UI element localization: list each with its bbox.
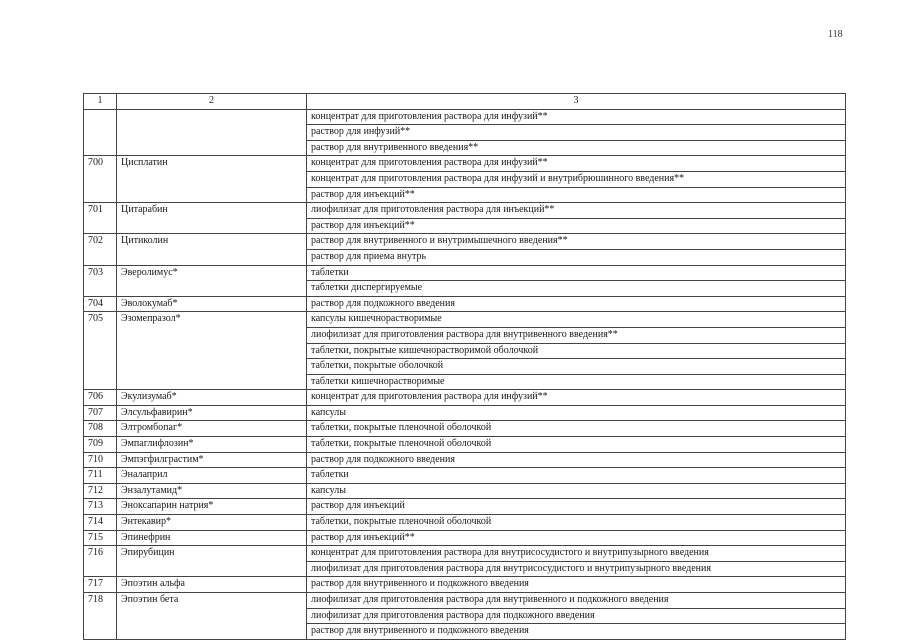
- dosage-form-cell: таблетки, покрытые пленочной оболочкой: [307, 437, 846, 453]
- dosage-form-cell: капсулы кишечнорастворимые: [307, 312, 846, 328]
- table-row: [84, 187, 846, 203]
- drug-name-cell: Энзалутамид*: [117, 483, 307, 499]
- drug-name-cell: Цитарабин: [117, 203, 307, 219]
- dosage-form-cell: таблетки, покрытые кишечнорастворимой оболочкой: [307, 343, 846, 359]
- table-row: [84, 468, 846, 484]
- dosage-form-cell: лиофилизат для приготовления раствора для внутривенного и подкожного введения: [307, 593, 846, 609]
- dosage-form-cell: таблетки кишечнорастворимые: [307, 374, 846, 390]
- drug-name-cell: [117, 359, 307, 375]
- drug-name-cell: Эзомепразол*: [117, 312, 307, 328]
- drug-name-cell: Элтромбопаг*: [117, 421, 307, 437]
- row-number-cell: 716: [84, 546, 117, 562]
- table-row: [84, 530, 846, 546]
- row-number-cell: 705: [84, 312, 117, 328]
- table-row: [84, 546, 846, 562]
- dosage-form-cell: таблетки, покрытые оболочкой: [307, 359, 846, 375]
- row-number-cell: 701: [84, 203, 117, 219]
- table-row: [84, 234, 846, 250]
- table-row: [84, 125, 846, 141]
- row-number-cell: [84, 624, 117, 640]
- dosage-form-cell: раствор для инъекций: [307, 499, 846, 515]
- table-row: [84, 218, 846, 234]
- table-row: [84, 203, 846, 219]
- dosage-form-cell: раствор для подкожного введения: [307, 452, 846, 468]
- table-row: [84, 437, 846, 453]
- drug-name-cell: [117, 608, 307, 624]
- table-row: [84, 109, 846, 125]
- dosage-form-cell: лиофилизат для приготовления раствора для инъекций**: [307, 203, 846, 219]
- row-number-cell: [84, 249, 117, 265]
- drug-name-cell: Эволокумаб*: [117, 296, 307, 312]
- dosage-form-cell: концентрат для приготовления раствора для инфузий и внутрибрюшинного введения**: [307, 171, 846, 187]
- dosage-form-cell: таблетки, покрытые пленочной оболочкой: [307, 515, 846, 531]
- header-col-3: 3: [307, 94, 846, 110]
- table-header-row: [84, 94, 846, 110]
- row-number-cell: [84, 125, 117, 141]
- row-number-cell: 706: [84, 390, 117, 406]
- dosage-form-cell: раствор для приема внутрь: [307, 249, 846, 265]
- drug-name-cell: [117, 109, 307, 125]
- dosage-form-cell: лиофилизат для приготовления раствора для внутривенного введения**: [307, 327, 846, 343]
- row-number-cell: 703: [84, 265, 117, 281]
- row-number-cell: [84, 359, 117, 375]
- table-row: [84, 156, 846, 172]
- drug-name-cell: [117, 171, 307, 187]
- drug-name-cell: Эпирубицин: [117, 546, 307, 562]
- table-row: [84, 374, 846, 390]
- dosage-form-cell: лиофилизат для приготовления раствора для подкожного введения: [307, 608, 846, 624]
- table-row: [84, 405, 846, 421]
- row-number-cell: [84, 343, 117, 359]
- table-row: [84, 561, 846, 577]
- drug-name-cell: Эпоэтин альфа: [117, 577, 307, 593]
- row-number-cell: 713: [84, 499, 117, 515]
- dosage-form-cell: концентрат для приготовления раствора для инфузий**: [307, 109, 846, 125]
- table-row: [84, 421, 846, 437]
- dosage-form-cell: концентрат для приготовления раствора для внутрисосудистого и внутрипузырного введения: [307, 546, 846, 562]
- dosage-form-cell: концентрат для приготовления раствора для инфузий**: [307, 156, 846, 172]
- drug-name-cell: Эмпэгфилграстим*: [117, 452, 307, 468]
- row-number-cell: 708: [84, 421, 117, 437]
- table-row: [84, 483, 846, 499]
- drug-name-cell: Эпинефрин: [117, 530, 307, 546]
- table-row: [84, 249, 846, 265]
- dosage-form-cell: таблетки: [307, 468, 846, 484]
- drug-name-cell: Эпоэтин бета: [117, 593, 307, 609]
- row-number-cell: 712: [84, 483, 117, 499]
- drug-name-cell: [117, 327, 307, 343]
- drug-name-cell: [117, 140, 307, 156]
- row-number-cell: 710: [84, 452, 117, 468]
- dosage-form-cell: капсулы: [307, 483, 846, 499]
- dosage-form-cell: раствор для внутривенного и внутримышечного введения**: [307, 234, 846, 250]
- dosage-form-cell: раствор для подкожного введения: [307, 296, 846, 312]
- row-number-cell: 704: [84, 296, 117, 312]
- table-row: [84, 593, 846, 609]
- drug-name-cell: [117, 249, 307, 265]
- drug-name-cell: Цитиколин: [117, 234, 307, 250]
- dosage-form-cell: раствор для инъекций**: [307, 530, 846, 546]
- row-number-cell: 715: [84, 530, 117, 546]
- dosage-form-cell: раствор для внутривенного и подкожного введения: [307, 624, 846, 640]
- drug-name-cell: [117, 374, 307, 390]
- drug-name-cell: Экулизумаб*: [117, 390, 307, 406]
- row-number-cell: 714: [84, 515, 117, 531]
- dosage-form-cell: раствор для инъекций**: [307, 218, 846, 234]
- row-number-cell: 700: [84, 156, 117, 172]
- table-row: [84, 390, 846, 406]
- row-number-cell: 707: [84, 405, 117, 421]
- row-number-cell: 717: [84, 577, 117, 593]
- drug-name-cell: [117, 218, 307, 234]
- row-number-cell: [84, 218, 117, 234]
- header-col-2: 2: [117, 94, 307, 110]
- drug-name-cell: [117, 343, 307, 359]
- drug-name-cell: [117, 624, 307, 640]
- row-number-cell: [84, 327, 117, 343]
- drug-name-cell: Эналаприл: [117, 468, 307, 484]
- drug-name-cell: Энтекавир*: [117, 515, 307, 531]
- row-number-cell: [84, 281, 117, 297]
- table-row: [84, 608, 846, 624]
- table-row: [84, 140, 846, 156]
- dosage-form-cell: капсулы: [307, 405, 846, 421]
- table-row: [84, 515, 846, 531]
- row-number-cell: 709: [84, 437, 117, 453]
- drug-name-cell: Эноксапарин натрия*: [117, 499, 307, 515]
- page-number: 118: [828, 29, 843, 40]
- table-row: [84, 624, 846, 640]
- table-row: [84, 327, 846, 343]
- row-number-cell: 711: [84, 468, 117, 484]
- row-number-cell: [84, 187, 117, 203]
- drug-name-cell: [117, 561, 307, 577]
- dosage-form-cell: раствор для внутривенного и подкожного введения: [307, 577, 846, 593]
- row-number-cell: [84, 608, 117, 624]
- drug-name-cell: Элсульфавирин*: [117, 405, 307, 421]
- dosage-form-cell: таблетки диспергируемые: [307, 281, 846, 297]
- row-number-cell: [84, 561, 117, 577]
- row-number-cell: [84, 109, 117, 125]
- table-row: [84, 499, 846, 515]
- drug-name-cell: [117, 125, 307, 141]
- dosage-form-cell: таблетки, покрытые пленочной оболочкой: [307, 421, 846, 437]
- table-row: [84, 577, 846, 593]
- drug-name-cell: Эверолимус*: [117, 265, 307, 281]
- row-number-cell: 718: [84, 593, 117, 609]
- row-number-cell: [84, 140, 117, 156]
- table-row: [84, 281, 846, 297]
- dosage-form-cell: таблетки: [307, 265, 846, 281]
- dosage-form-cell: концентрат для приготовления раствора для инфузий**: [307, 390, 846, 406]
- table-row: [84, 296, 846, 312]
- table-row: [84, 171, 846, 187]
- table-row: [84, 312, 846, 328]
- dosage-form-cell: раствор для внутривенного введения**: [307, 140, 846, 156]
- medications-table: [83, 93, 846, 640]
- drug-name-cell: Эмпаглифлозин*: [117, 437, 307, 453]
- row-number-cell: [84, 171, 117, 187]
- table-row: [84, 359, 846, 375]
- medications-table-body: [84, 94, 846, 640]
- drug-name-cell: Цисплатин: [117, 156, 307, 172]
- table-row: [84, 452, 846, 468]
- table-row: [84, 265, 846, 281]
- row-number-cell: 702: [84, 234, 117, 250]
- dosage-form-cell: раствор для инъекций**: [307, 187, 846, 203]
- dosage-form-cell: лиофилизат для приготовления раствора для внутрисосудистого и внутрипузырного введения: [307, 561, 846, 577]
- drug-name-cell: [117, 187, 307, 203]
- table-row: [84, 343, 846, 359]
- dosage-form-cell: раствор для инфузий**: [307, 125, 846, 141]
- drug-name-cell: [117, 281, 307, 297]
- header-col-1: 1: [84, 94, 117, 110]
- row-number-cell: [84, 374, 117, 390]
